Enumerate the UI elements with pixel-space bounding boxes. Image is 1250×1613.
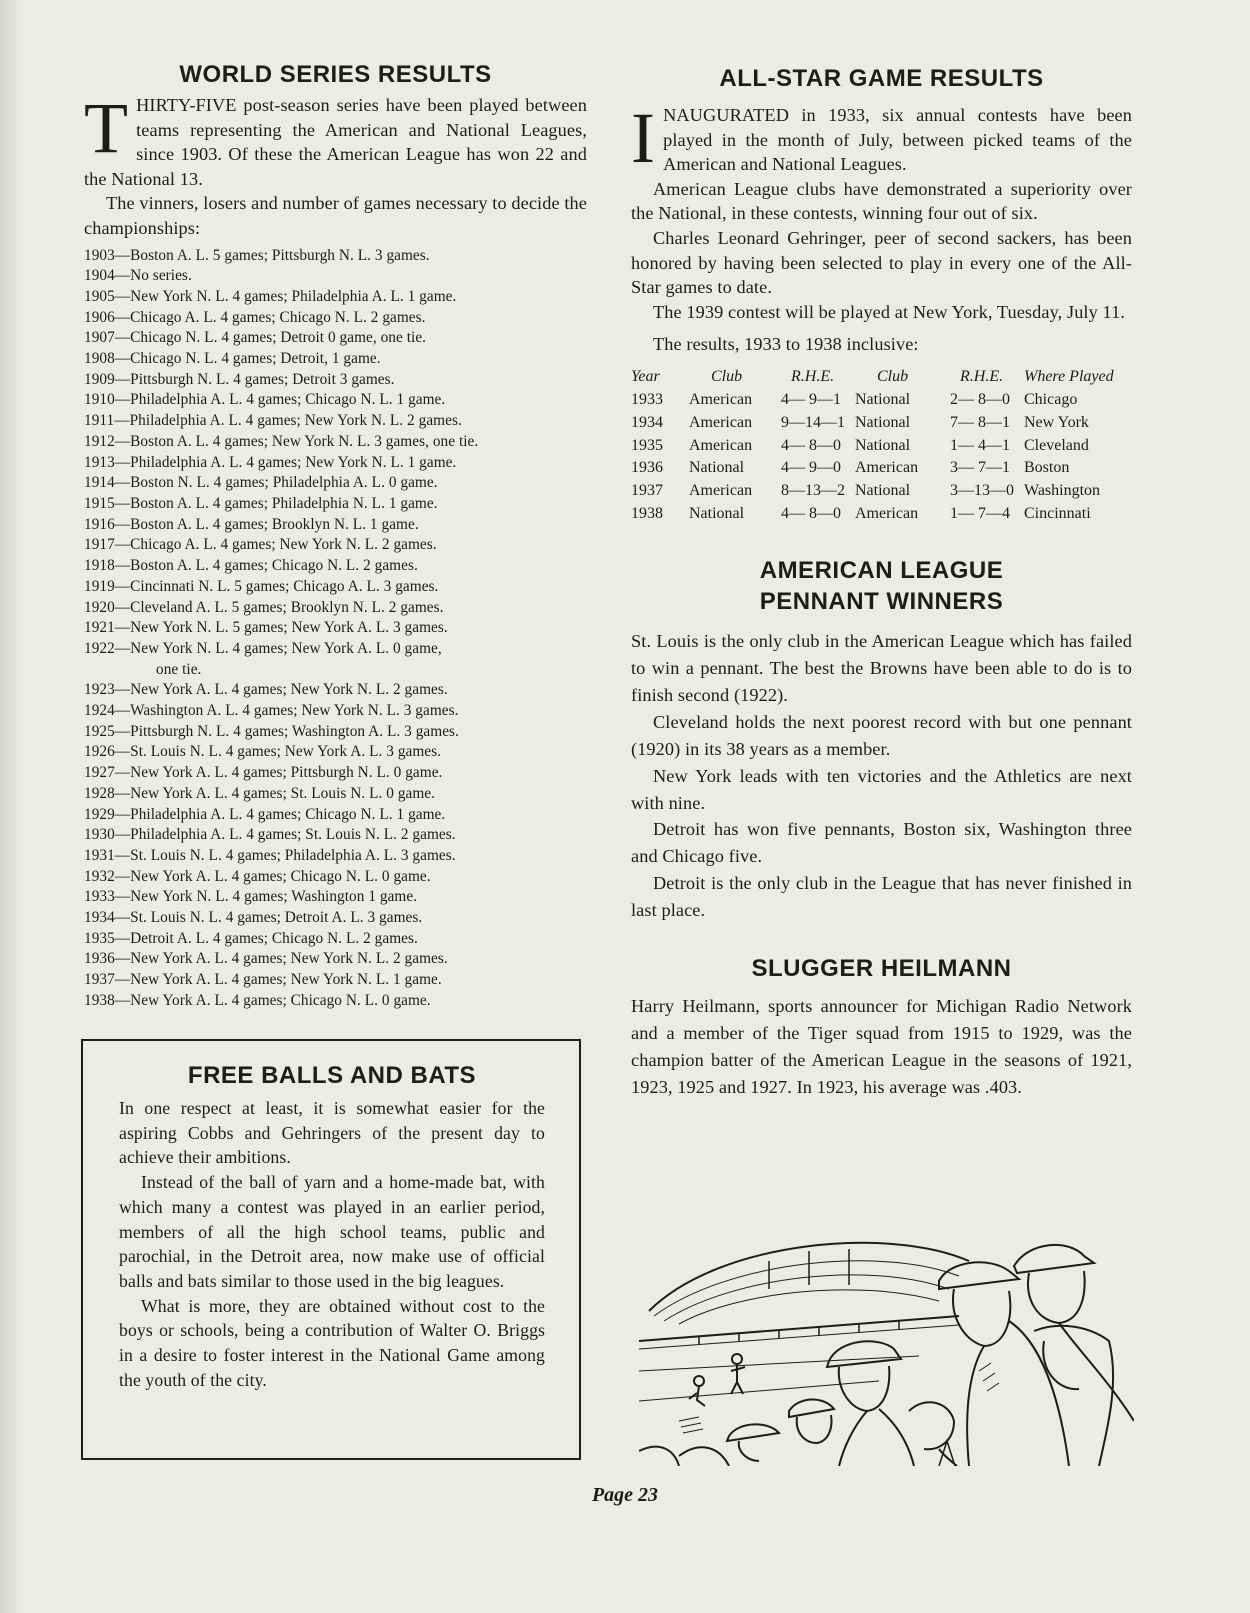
table-row	[631, 502, 1132, 525]
list-item: 1928—New York A. L. 4 games; St. Louis N. L. 0 game.	[84, 784, 436, 802]
list-item: 1905—New York N. L. 4 games; Philadelphia A. L. 1 game.	[84, 287, 457, 305]
pennant-title	[631, 556, 1132, 616]
table-cell: 4— 8—0	[781, 504, 841, 522]
table-cell: Boston	[1024, 459, 1070, 477]
all-star-results-table	[631, 365, 1132, 525]
table-cell: American	[689, 482, 753, 500]
table-cell: American	[689, 413, 753, 431]
list-item: 1904—No series.	[84, 267, 192, 285]
list-item: 1925—Pittsburgh N. L. 4 games; Washington A. L. 3 games.	[84, 722, 459, 740]
list-item: 1917—Chicago A. L. 4 games; New York N. L. 2 games.	[84, 536, 437, 554]
table-cell: 9—14—1	[781, 413, 845, 431]
table-cell: 1936	[631, 459, 663, 477]
list-item: 1937—New York A. L. 4 games; New York N. L. 1 game.	[84, 971, 442, 989]
col-header-club: Club	[711, 367, 743, 385]
spectator-hat	[939, 1262, 1019, 1289]
list-item: 1927—New York A. L. 4 games; Pittsburgh N. L. 0 game.	[84, 764, 443, 782]
list-item: 1918—Boston A. L. 4 games; Chicago N. L. 2 games.	[84, 557, 418, 575]
table-row	[631, 480, 1132, 503]
list-item: 1919—Cincinnati N. L. 5 games; Chicago A. L. 3 games.	[84, 577, 439, 595]
col-header-rhe: R.H.E.	[791, 367, 835, 385]
table-cell: 3— 7—1	[950, 459, 1010, 477]
world-series-title: WORLD SERIES RESULTS	[179, 61, 492, 88]
list-item: 1926—St. Louis N. L. 4 games; New York A. L. 3 games.	[84, 743, 442, 761]
col-header-year: Year	[631, 367, 660, 385]
pennant-paragraph: St. Louis is the only club in the American League which has failed to win a pennant. The best the Browns have been able to do is to finish second (1922).	[631, 631, 1132, 705]
pennant-title-line2: PENNANT WINNERS	[759, 588, 1004, 616]
pennant-paragraph: New York leads with ten victories and the Athletics are next with nine.	[631, 765, 1132, 813]
slugger-paragraph: Harry Heilmann, sports announcer for Michigan Radio Network and a member of the Tiger squad from 1915 to 1929, was the champion batter of the American League in the seasons of 1921, 1923, 1925 and 1927. In 1923, his average was .403.	[631, 996, 1132, 1097]
table-cell: 1935	[631, 436, 663, 454]
all-star-title: ALL-STAR GAME RESULTS	[719, 65, 1044, 92]
list-item: 1923—New York A. L. 4 games; New York N. L. 2 games.	[84, 681, 448, 699]
table-cell: 1— 4—1	[950, 436, 1010, 454]
slugger-title: SLUGGER HEILMANN	[751, 955, 1012, 983]
list-item: 1929—Philadelphia A. L. 4 games; Chicago N. L. 1 game.	[84, 805, 446, 823]
table-cell: American	[689, 391, 753, 409]
world-series-intro2: The vinners, losers and number of games necessary to decide the championships:	[84, 193, 587, 238]
world-series-intro	[84, 88, 587, 191]
baseball-spectators-illustration	[639, 1221, 1134, 1466]
table-cell: National	[855, 482, 911, 500]
table-row	[631, 457, 1132, 480]
list-item: 1936—New York A. L. 4 games; New York N. L. 2 games.	[84, 950, 448, 968]
pennant-title-line1: AMERICAN LEAGUE	[759, 557, 1004, 585]
table-cell: Cleveland	[1024, 436, 1089, 454]
list-item: 1903—Boston A. L. 5 games; Pittsburgh N. L. 3 games.	[84, 246, 430, 264]
world-series-results-list	[84, 246, 587, 1012]
table-cell: Washington	[1024, 482, 1101, 500]
list-item: 1911—Philadelphia A. L. 4 games; New York N. L. 2 games.	[84, 412, 462, 430]
list-item: 1912—Boston A. L. 4 games; New York N. L. 3 games, one tie.	[84, 432, 479, 450]
list-item: 1921—New York N. L. 5 games; New York A. L. 3 games.	[84, 619, 448, 637]
table-cell: New York	[1024, 413, 1089, 431]
table-cell: National	[689, 459, 745, 477]
list-item: 1934—St. Louis N. L. 4 games; Detroit A. L. 3 games.	[84, 909, 423, 927]
table-cell: American	[689, 436, 753, 454]
table-cell: National	[689, 504, 745, 522]
all-star-intro-text: NAUGURATED in 1933, six annual contests have been played in the month of July, between picked teams of the American and National Leagues.	[663, 105, 1132, 175]
page-number: Page 23	[591, 1484, 659, 1506]
page-gutter-shadow	[0, 0, 22, 1613]
table-cell: 1933	[631, 391, 663, 409]
table-cell: 3—13—0	[950, 482, 1014, 500]
world-series-intro-text: HIRTY-FIVE post-season series have been played between teams representing the American and National Leagues, since 1903. Of these the American League has won 22 and the National 13.	[84, 95, 587, 189]
world-series-dropcap: T	[84, 88, 129, 168]
list-item: 1922—New York N. L. 4 games; New York A. L. 0 game,	[84, 639, 442, 657]
all-star-paragraph: The 1939 contest will be played at New York, Tuesday, July 11.	[653, 301, 1125, 322]
table-cell: 1934	[631, 413, 663, 431]
table-cell: 1938	[631, 504, 663, 522]
table-cell: 8—13—2	[781, 482, 845, 500]
list-item: 1933—New York N. L. 4 games; Washington 1 game.	[84, 888, 418, 906]
table-header-row	[631, 365, 1132, 389]
list-item: 1920—Cleveland A. L. 5 games; Brooklyn N. L. 2 games.	[84, 598, 444, 616]
free-balls-paragraph: What is more, they are obtained without cost to the boys or schools, being a contribution of Walter O. Briggs in a desire to foster interest in the National Game among the youth of the city.	[119, 1295, 545, 1390]
player-figure	[732, 1354, 742, 1364]
list-item: 1913—Philadelphia A. L. 4 games; New York N. L. 1 game.	[84, 453, 457, 471]
world-series-section	[84, 60, 587, 1012]
list-item: 1908—Chicago N. L. 4 games; Detroit, 1 game.	[84, 350, 381, 368]
col-header-rhe: R.H.E.	[960, 367, 1004, 385]
illustration-icon	[639, 1221, 1134, 1466]
col-header-where-played: Where Played	[1024, 367, 1114, 385]
table-cell: American	[855, 504, 919, 522]
list-item: 1938—New York A. L. 4 games; Chicago N. L. 0 game.	[84, 991, 431, 1009]
table-cell: 1937	[631, 482, 663, 500]
list-item: 1916—Boston A. L. 4 games; Brooklyn N. L. 1 game.	[84, 515, 419, 533]
table-cell: American	[855, 459, 919, 477]
list-item: 1915—Boston A. L. 4 games; Philadelphia N. L. 1 game.	[84, 495, 438, 512]
table-cell: 7— 8—1	[950, 413, 1010, 431]
all-star-table-intro: The results, 1933 to 1938 inclusive:	[653, 334, 919, 355]
free-balls-title: FREE BALLS AND BATS	[187, 1062, 477, 1089]
list-item: 1930—Philadelphia A. L. 4 games; St. Louis N. L. 2 games.	[84, 826, 456, 844]
list-item: 1935—Detroit A. L. 4 games; Chicago N. L. 2 games.	[84, 929, 418, 947]
table-cell: 4— 8—0	[781, 436, 841, 454]
table-cell: 1— 7—4	[950, 504, 1010, 522]
list-item: 1907—Chicago N. L. 4 games; Detroit 0 game, one tie.	[84, 329, 427, 347]
list-item: 1924—Washington A. L. 4 games; New York N. L. 3 games.	[84, 702, 459, 720]
all-star-paragraph: Charles Leonard Gehringer, peer of second sackers, has been honored by having been selected to play in every one of the All-Star games to date.	[631, 227, 1132, 298]
pennant-paragraph: Detroit is the only club in the League that has never finished in last place.	[631, 873, 1132, 921]
list-item-continuation: one tie.	[156, 660, 202, 678]
pennant-paragraph: Cleveland holds the next poorest record with but one pennant (1920) in its 38 years as a member.	[631, 711, 1132, 759]
free-balls-paragraph: In one respect at least, it is somewhat easier for the aspiring Cobbs and Gehringers of the present day to achieve their ambitions.	[119, 1098, 545, 1168]
table-cell: National	[855, 413, 911, 431]
list-item: 1932—New York A. L. 4 games; Chicago N. L. 0 game.	[84, 867, 431, 885]
table-cell: Chicago	[1024, 391, 1078, 409]
list-item: 1910—Philadelphia A. L. 4 games; Chicago N. L. 1 game.	[84, 391, 446, 409]
list-item: 1914—Boston N. L. 4 games; Philadelphia A. L. 0 game.	[84, 474, 438, 492]
right-column	[631, 60, 1132, 1101]
list-item: 1909—Pittsburgh N. L. 4 games; Detroit 3 games.	[84, 370, 395, 388]
table-row	[631, 412, 1132, 435]
table-cell: 2— 8—0	[950, 391, 1010, 409]
list-item: 1931—St. Louis N. L. 4 games; Philadelphia A. L. 3 games.	[84, 846, 456, 864]
table-cell: 4— 9—0	[781, 459, 841, 477]
col-header-club: Club	[877, 367, 909, 385]
all-star-intro	[631, 98, 1132, 178]
pennant-paragraph: Detroit has won five pennants, Boston six, Washington three and Chicago five.	[631, 819, 1132, 867]
table-row	[631, 389, 1132, 412]
all-star-dropcap: I	[631, 98, 656, 178]
table-cell: National	[855, 436, 911, 454]
all-star-paragraph: American League clubs have demonstrated a superiority over the National, in these contests, winning four out of six.	[631, 178, 1132, 224]
table-cell: National	[855, 391, 911, 409]
table-row	[631, 434, 1132, 457]
table-cell: Cincinnati	[1024, 504, 1091, 522]
list-item: 1906—Chicago A. L. 4 games; Chicago N. L. 2 games.	[84, 308, 426, 326]
table-cell: 4— 9—1	[781, 391, 841, 409]
free-balls-box	[81, 1039, 581, 1460]
free-balls-paragraph: Instead of the ball of yarn and a home-made bat, with which many a contest was played in an earlier period, members of all the high school teams, public and parochial, in the Detroit area, now make use of official balls and bats similar to those used in the big leagues.	[119, 1172, 545, 1291]
